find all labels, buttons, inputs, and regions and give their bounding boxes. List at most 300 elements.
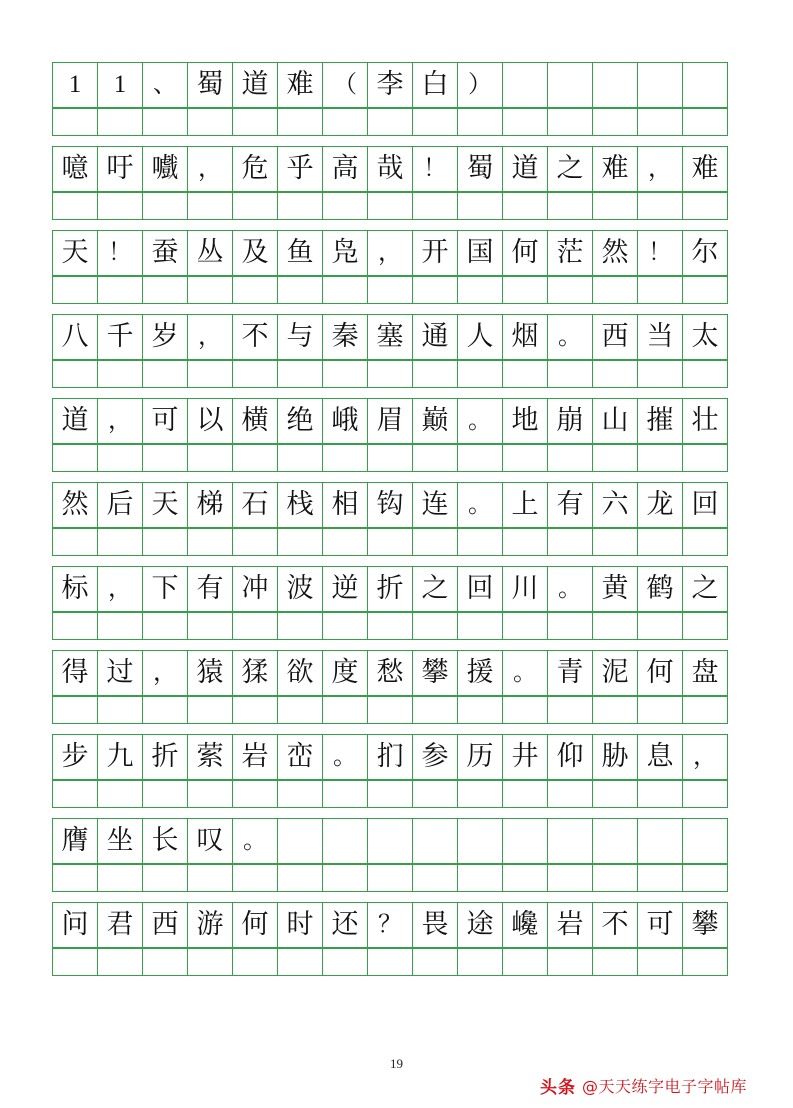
grid-cell[interactable] [142,192,188,220]
grid-cell[interactable] [682,360,728,388]
grid-cell[interactable] [142,780,188,808]
grid-cell[interactable] [592,230,638,276]
grid-cell[interactable] [52,566,98,612]
grid-cell[interactable] [637,696,683,724]
grid-cell[interactable] [97,780,143,808]
grid-cell[interactable] [322,734,368,780]
grid-cell[interactable] [187,864,233,892]
grid-cell[interactable] [502,360,548,388]
grid-cell[interactable] [547,566,593,612]
grid-cell[interactable] [232,314,278,360]
grid-cell[interactable] [367,276,413,304]
grid-cell[interactable] [457,566,503,612]
grid-cell[interactable] [367,314,413,360]
grid-cell[interactable] [637,108,683,136]
grid-cell[interactable] [457,612,503,640]
grid-cell[interactable] [52,398,98,444]
grid-cell[interactable] [322,902,368,948]
grid-cell[interactable] [232,864,278,892]
grid-cell[interactable] [457,276,503,304]
grid-cell[interactable] [457,230,503,276]
grid-cell[interactable] [412,696,458,724]
grid-cell[interactable] [322,948,368,976]
grid-cell[interactable] [367,612,413,640]
grid-cell[interactable] [322,818,368,864]
grid-cell[interactable] [547,314,593,360]
grid-cell[interactable] [322,192,368,220]
grid-cell[interactable] [232,734,278,780]
grid-cell[interactable] [592,62,638,108]
grid-cell[interactable] [367,444,413,472]
grid-cell[interactable] [52,528,98,556]
grid-cell[interactable] [187,902,233,948]
grid-cell[interactable] [277,444,323,472]
grid-cell[interactable] [52,696,98,724]
grid-cell[interactable] [187,696,233,724]
grid-cell[interactable] [412,818,458,864]
grid-cell[interactable] [682,734,728,780]
grid-cell[interactable] [277,230,323,276]
grid-cell[interactable] [97,818,143,864]
grid-cell[interactable] [547,818,593,864]
grid-cell[interactable] [97,528,143,556]
grid-cell[interactable] [637,314,683,360]
grid-cell[interactable] [187,566,233,612]
grid-cell[interactable] [322,62,368,108]
grid-cell[interactable] [412,482,458,528]
grid-cell[interactable] [232,696,278,724]
grid-cell[interactable] [637,566,683,612]
grid-cell[interactable] [637,864,683,892]
grid-cell[interactable] [322,230,368,276]
grid-cell[interactable] [547,108,593,136]
grid-cell[interactable] [502,482,548,528]
grid-cell[interactable] [52,948,98,976]
grid-cell[interactable] [232,360,278,388]
grid-cell[interactable] [547,276,593,304]
grid-cell[interactable] [457,902,503,948]
grid-cell[interactable] [412,650,458,696]
grid-cell[interactable] [232,818,278,864]
grid-cell[interactable] [457,696,503,724]
grid-cell[interactable] [97,734,143,780]
grid-cell[interactable] [187,230,233,276]
grid-cell[interactable] [412,108,458,136]
grid-cell[interactable] [142,482,188,528]
grid-cell[interactable] [367,360,413,388]
grid-cell[interactable] [52,482,98,528]
grid-cell[interactable] [412,230,458,276]
grid-cell[interactable] [187,818,233,864]
grid-cell[interactable] [457,192,503,220]
grid-cell[interactable] [637,734,683,780]
grid-cell[interactable] [682,818,728,864]
grid-cell[interactable] [232,62,278,108]
grid-cell[interactable] [367,650,413,696]
grid-cell[interactable] [232,482,278,528]
grid-cell[interactable] [187,528,233,556]
grid-cell[interactable] [97,276,143,304]
grid-cell[interactable] [592,314,638,360]
grid-cell[interactable] [367,864,413,892]
grid-cell[interactable] [142,650,188,696]
grid-cell[interactable] [502,398,548,444]
grid-cell[interactable] [232,650,278,696]
grid-cell[interactable] [502,650,548,696]
grid-cell[interactable] [232,276,278,304]
grid-cell[interactable] [97,192,143,220]
grid-cell[interactable] [277,696,323,724]
grid-cell[interactable] [592,444,638,472]
grid-cell[interactable] [187,62,233,108]
grid-cell[interactable] [142,864,188,892]
grid-cell[interactable] [637,948,683,976]
grid-cell[interactable] [502,612,548,640]
grid-cell[interactable] [52,650,98,696]
grid-cell[interactable] [97,360,143,388]
grid-cell[interactable] [142,612,188,640]
grid-cell[interactable] [592,192,638,220]
grid-cell[interactable] [457,360,503,388]
grid-cell[interactable] [682,902,728,948]
grid-cell[interactable] [367,62,413,108]
grid-cell[interactable] [277,612,323,640]
grid-cell[interactable] [502,902,548,948]
grid-cell[interactable] [457,482,503,528]
grid-cell[interactable] [547,230,593,276]
grid-cell[interactable] [52,276,98,304]
grid-cell[interactable] [187,734,233,780]
grid-cell[interactable] [322,696,368,724]
grid-cell[interactable] [142,276,188,304]
grid-cell[interactable] [682,612,728,640]
grid-cell[interactable] [412,146,458,192]
grid-cell[interactable] [457,444,503,472]
grid-cell[interactable] [592,146,638,192]
grid-cell[interactable] [412,780,458,808]
grid-cell[interactable] [322,612,368,640]
grid-cell[interactable] [97,948,143,976]
grid-cell[interactable] [52,902,98,948]
grid-cell[interactable] [457,864,503,892]
grid-cell[interactable] [277,902,323,948]
grid-cell[interactable] [412,528,458,556]
grid-cell[interactable] [277,398,323,444]
grid-cell[interactable] [187,146,233,192]
grid-cell[interactable] [457,108,503,136]
grid-cell[interactable] [142,146,188,192]
grid-cell[interactable] [142,818,188,864]
grid-cell[interactable] [52,444,98,472]
grid-cell[interactable] [547,734,593,780]
grid-cell[interactable] [502,230,548,276]
grid-cell[interactable] [232,146,278,192]
grid-cell[interactable] [592,650,638,696]
grid-cell[interactable] [322,108,368,136]
grid-cell[interactable] [457,650,503,696]
grid-cell[interactable] [232,444,278,472]
grid-cell[interactable] [547,948,593,976]
grid-cell[interactable] [97,566,143,612]
grid-cell[interactable] [97,398,143,444]
grid-cell[interactable] [97,482,143,528]
grid-cell[interactable] [232,398,278,444]
grid-cell[interactable] [637,444,683,472]
grid-cell[interactable] [232,230,278,276]
grid-cell[interactable] [367,482,413,528]
grid-cell[interactable] [187,192,233,220]
grid-cell[interactable] [367,818,413,864]
grid-cell[interactable] [502,146,548,192]
grid-cell[interactable] [412,612,458,640]
grid-cell[interactable] [412,566,458,612]
grid-cell[interactable] [97,444,143,472]
grid-cell[interactable] [682,444,728,472]
grid-cell[interactable] [322,314,368,360]
grid-cell[interactable] [322,360,368,388]
grid-cell[interactable] [637,818,683,864]
grid-cell[interactable] [457,780,503,808]
grid-cell[interactable] [682,398,728,444]
grid-cell[interactable] [97,108,143,136]
grid-cell[interactable] [547,780,593,808]
grid-cell[interactable] [412,444,458,472]
grid-cell[interactable] [52,818,98,864]
grid-cell[interactable] [142,948,188,976]
grid-cell[interactable] [142,360,188,388]
grid-cell[interactable] [457,818,503,864]
grid-cell[interactable] [592,276,638,304]
grid-cell[interactable] [367,696,413,724]
grid-cell[interactable] [367,230,413,276]
grid-cell[interactable] [637,146,683,192]
grid-cell[interactable] [547,696,593,724]
grid-cell[interactable] [277,482,323,528]
grid-cell[interactable] [97,62,143,108]
grid-cell[interactable] [52,734,98,780]
grid-cell[interactable] [457,398,503,444]
grid-cell[interactable] [367,948,413,976]
grid-cell[interactable] [412,62,458,108]
grid-cell[interactable] [97,864,143,892]
grid-cell[interactable] [277,108,323,136]
grid-cell[interactable] [637,780,683,808]
grid-cell[interactable] [142,734,188,780]
grid-cell[interactable] [277,314,323,360]
grid-cell[interactable] [97,696,143,724]
grid-cell[interactable] [367,146,413,192]
grid-cell[interactable] [682,650,728,696]
grid-cell[interactable] [457,146,503,192]
grid-cell[interactable] [52,864,98,892]
grid-cell[interactable] [412,864,458,892]
grid-cell[interactable] [142,398,188,444]
grid-cell[interactable] [277,734,323,780]
grid-cell[interactable] [412,734,458,780]
grid-cell[interactable] [502,192,548,220]
grid-cell[interactable] [52,314,98,360]
grid-cell[interactable] [232,192,278,220]
grid-cell[interactable] [547,902,593,948]
grid-cell[interactable] [592,482,638,528]
grid-cell[interactable] [142,902,188,948]
grid-cell[interactable] [637,482,683,528]
grid-cell[interactable] [97,902,143,948]
grid-cell[interactable] [187,780,233,808]
grid-cell[interactable] [277,864,323,892]
grid-cell[interactable] [322,482,368,528]
grid-cell[interactable] [592,864,638,892]
grid-cell[interactable] [142,62,188,108]
grid-cell[interactable] [592,818,638,864]
grid-cell[interactable] [502,276,548,304]
grid-cell[interactable] [322,276,368,304]
grid-cell[interactable] [682,780,728,808]
grid-cell[interactable] [232,108,278,136]
grid-cell[interactable] [502,734,548,780]
grid-cell[interactable] [52,192,98,220]
grid-cell[interactable] [502,696,548,724]
grid-cell[interactable] [637,360,683,388]
grid-cell[interactable] [367,734,413,780]
grid-cell[interactable] [277,146,323,192]
grid-cell[interactable] [682,230,728,276]
grid-cell[interactable] [682,566,728,612]
grid-cell[interactable] [187,360,233,388]
grid-cell[interactable] [367,780,413,808]
grid-cell[interactable] [142,566,188,612]
grid-cell[interactable] [502,780,548,808]
grid-cell[interactable] [502,948,548,976]
grid-cell[interactable] [637,650,683,696]
grid-cell[interactable] [142,314,188,360]
grid-cell[interactable] [412,360,458,388]
grid-cell[interactable] [547,864,593,892]
grid-cell[interactable] [457,948,503,976]
grid-cell[interactable] [277,650,323,696]
grid-cell[interactable] [502,444,548,472]
grid-cell[interactable] [232,948,278,976]
grid-cell[interactable] [637,276,683,304]
grid-cell[interactable] [277,780,323,808]
grid-cell[interactable] [277,566,323,612]
grid-cell[interactable] [52,146,98,192]
grid-cell[interactable] [682,314,728,360]
grid-cell[interactable] [142,444,188,472]
grid-cell[interactable] [52,360,98,388]
grid-cell[interactable] [682,864,728,892]
grid-cell[interactable] [682,482,728,528]
grid-cell[interactable] [142,528,188,556]
grid-cell[interactable] [502,864,548,892]
grid-cell[interactable] [412,276,458,304]
grid-cell[interactable] [682,948,728,976]
grid-cell[interactable] [232,780,278,808]
grid-cell[interactable] [457,734,503,780]
grid-cell[interactable] [502,818,548,864]
grid-cell[interactable] [502,62,548,108]
grid-cell[interactable] [547,360,593,388]
grid-cell[interactable] [547,62,593,108]
grid-cell[interactable] [592,948,638,976]
grid-cell[interactable] [97,314,143,360]
grid-cell[interactable] [592,360,638,388]
grid-cell[interactable] [97,146,143,192]
grid-cell[interactable] [547,482,593,528]
grid-cell[interactable] [322,566,368,612]
grid-cell[interactable] [592,780,638,808]
grid-cell[interactable] [412,398,458,444]
grid-cell[interactable] [502,314,548,360]
grid-cell[interactable] [682,192,728,220]
grid-cell[interactable] [322,864,368,892]
grid-cell[interactable] [412,902,458,948]
grid-cell[interactable] [277,276,323,304]
grid-cell[interactable] [637,528,683,556]
grid-cell[interactable] [682,276,728,304]
grid-cell[interactable] [97,612,143,640]
grid-cell[interactable] [367,528,413,556]
grid-cell[interactable] [547,192,593,220]
grid-cell[interactable] [637,62,683,108]
grid-cell[interactable] [187,650,233,696]
grid-cell[interactable] [232,612,278,640]
grid-cell[interactable] [232,528,278,556]
grid-cell[interactable] [322,444,368,472]
grid-cell[interactable] [187,612,233,640]
grid-cell[interactable] [547,612,593,640]
grid-cell[interactable] [142,108,188,136]
grid-cell[interactable] [367,398,413,444]
grid-cell[interactable] [52,780,98,808]
grid-cell[interactable] [142,230,188,276]
grid-cell[interactable] [502,528,548,556]
grid-cell[interactable] [592,734,638,780]
grid-cell[interactable] [97,230,143,276]
grid-cell[interactable] [187,314,233,360]
grid-cell[interactable] [187,482,233,528]
grid-cell[interactable] [322,398,368,444]
grid-cell[interactable] [637,230,683,276]
grid-cell[interactable] [367,108,413,136]
grid-cell[interactable] [187,398,233,444]
grid-cell[interactable] [592,696,638,724]
grid-cell[interactable] [682,696,728,724]
grid-cell[interactable] [52,612,98,640]
grid-cell[interactable] [502,108,548,136]
grid-cell[interactable] [682,62,728,108]
grid-cell[interactable] [457,62,503,108]
grid-cell[interactable] [547,528,593,556]
grid-cell[interactable] [457,528,503,556]
grid-cell[interactable] [322,780,368,808]
grid-cell[interactable] [592,528,638,556]
grid-cell[interactable] [277,948,323,976]
grid-cell[interactable] [592,612,638,640]
grid-cell[interactable] [412,948,458,976]
grid-cell[interactable] [547,146,593,192]
grid-cell[interactable] [52,62,98,108]
grid-cell[interactable] [682,146,728,192]
grid-cell[interactable] [682,528,728,556]
grid-cell[interactable] [547,398,593,444]
grid-cell[interactable] [637,398,683,444]
grid-cell[interactable] [187,108,233,136]
grid-cell[interactable] [187,444,233,472]
grid-cell[interactable] [52,108,98,136]
grid-cell[interactable] [277,528,323,556]
grid-cell[interactable] [187,948,233,976]
